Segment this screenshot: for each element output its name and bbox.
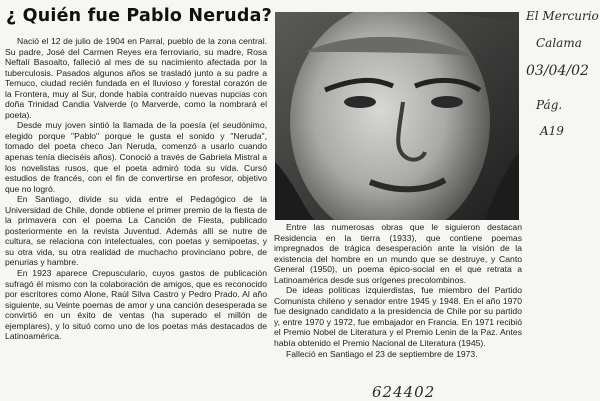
paragraph-politics: De ideas políticas izquierdistas, fue miembro del Partido Comunista chileno y senador entre 1945 y 1948. En el año 1970 fue designado candidato a la presidencia de Chile por su partido y, entre 1970 y 1972, fue embajador en Francia. En 1971 recibió el Premio Nobel de Literatura y el Premio Lenin de la Paz. Antes había obtenido el Premio Nacional de Literatura (1945). [274,285,522,349]
paragraph-santiago: En Santiago, divide su vida entre el Pedagógico de la Universidad de Chile, donde obtiene el primer premio de la fiesta de la primavera con el poema La Canción de Fiesta, publicado posteriormente en la revista Juventud. Además allí se nutre de cultura, se relaciona con intelectuales, con poetas y semipoetas, y su otra vida, su otra realidad de muchacho provinciano pobre, de penurias y hambre. [5,194,267,268]
handwritten-date: 03/04/02 [526,63,589,79]
neruda-portrait-photo [275,12,519,220]
handwritten-code: 624402 [372,383,436,401]
paragraph-works: Entre las numerosas obras que le siguieron destacan Residencia en la tierra (1933), que contiene poemas impregnados de trágica desesperación ante la visión de la existencia del hombre en un mundo que se destruye, y Canto General (1950), un poema épico-social en el que retrata a Latinoamérica desde sus orígenes precolombinos. [274,222,522,285]
article-column-right [274,222,522,359]
handwritten-source: El Mercurio [526,9,599,23]
article-column-left [5,36,267,342]
handwritten-page-number: A19 [540,124,564,138]
article-title: ¿ Quién fue Pablo Neruda? [6,6,272,26]
handwritten-page-label: Pág. [536,98,563,112]
paragraph-birth: Nació el 12 de julio de 1904 en Parral, pueblo de la zona central. Su padre, José del Carmen Reyes era ferroviario, su madre, Rosa Neftalí Basoalto, falleció al mes de su nacimiento afectada por la tuberculosis. Pasados algunos años se trasladó junto a su padre a Temuco, ciudad recién fundada en el lluvioso y forestal corazón de la Frontera, muy al Sur, donde había contraído nuevas nupcias con doña Trinidad Candia Valverde (o Marverde, como la nombrará el poeta). [5,36,267,120]
paragraph-crepusculario: En 1923 aparece Crepusculario, cuyos gastos de publicación sufragó él mismo con la colaboración de amigos, que es reconocido por escritores como Alone, Raúl Silva Castro y Pedro Prado. Al año siguiente, su Veinte poemas de amor y una canción desesperada se convirtió en un éxito de ventas (ha superado el millón de ejemplares), y lo situó como uno de los poetas más destacados de Latinoamérica. [5,268,267,342]
handwritten-city: Calama [536,36,582,50]
paragraph-death: Falleció en Santiago el 23 de septiembre de 1973. [286,348,478,359]
portrait-illustration [275,12,519,220]
paragraph-poetry: Desde muy joven sintió la llamada de la poesía (el seudónimo, elegido porque "Pablo" porque le gusta el sonido y "Neruda", tomado del poeta checo Jan Neruda, comenzó a usarlo cuando apenas tenía dieciséis años). Conoció a través de Gabriela Mistral a los novelistas rusos, que el poeta admiró toda su vida. Cursó estudios de francés, con el fin de convertirse en profesor, objetivo que no logró. [5,120,267,194]
